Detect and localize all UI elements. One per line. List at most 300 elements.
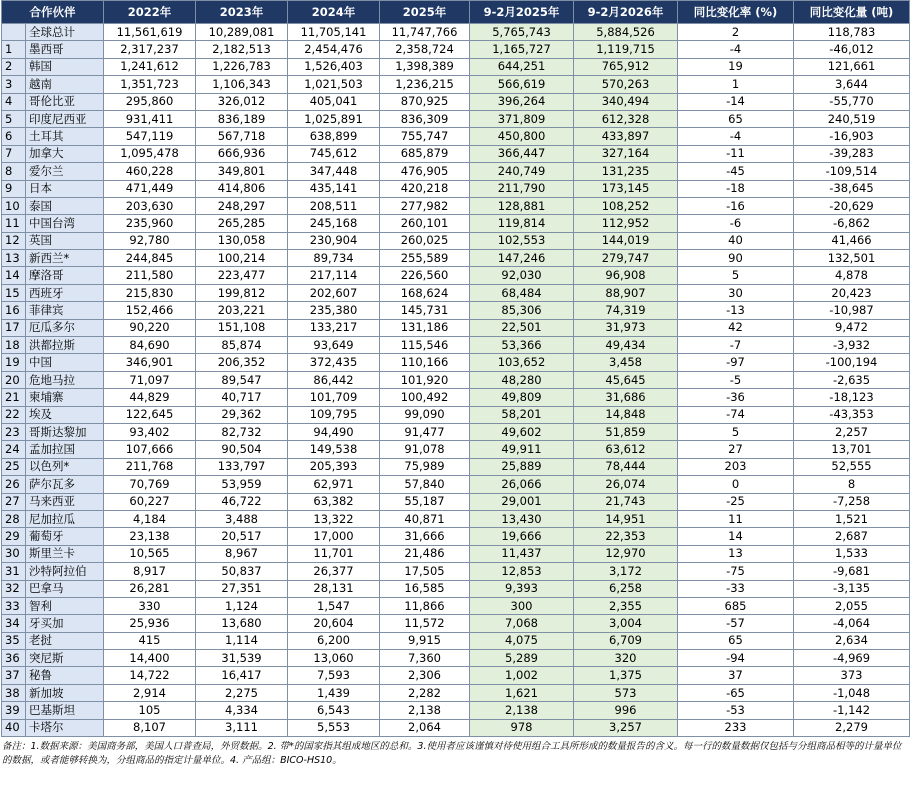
value-2025-cell: 17,505 [380, 563, 470, 580]
value-sep-feb-2026-cell: 279,747 [574, 250, 678, 267]
value-2023-cell: 133,797 [196, 458, 288, 475]
value-2022-cell: 547,119 [104, 128, 196, 145]
value-2024-cell: 1,526,403 [288, 58, 380, 75]
value-sep-feb-2026-cell: 131,235 [574, 163, 678, 180]
value-sep-feb-2025-cell: 48,280 [470, 371, 574, 388]
value-2024-cell: 745,612 [288, 145, 380, 162]
table-row [2, 354, 910, 371]
value-2022-cell: 60,227 [104, 493, 196, 510]
value-2022-cell: 107,666 [104, 441, 196, 458]
rank-cell: 4 [2, 93, 26, 110]
value-2023-cell: 130,058 [196, 232, 288, 249]
value-sep-feb-2025-cell: 7,068 [470, 615, 574, 632]
value-2022-cell: 2,914 [104, 684, 196, 701]
value-sep-feb-2025-cell: 978 [470, 719, 574, 736]
value-2022-cell: 92,780 [104, 232, 196, 249]
value-2022-cell: 70,769 [104, 476, 196, 493]
value-2024-cell: 347,448 [288, 163, 380, 180]
value-sep-feb-2025-cell: 147,246 [470, 250, 574, 267]
table-row [2, 302, 910, 319]
table-row [2, 441, 910, 458]
yoy-change-cell: 132,501 [794, 250, 910, 267]
rank-cell: 30 [2, 545, 26, 562]
value-2022-cell: 346,901 [104, 354, 196, 371]
value-sep-feb-2026-cell: 570,263 [574, 76, 678, 93]
value-2024-cell: 133,217 [288, 319, 380, 336]
yoy-pct-cell: 203 [678, 458, 794, 475]
yoy-change-cell: -4,969 [794, 650, 910, 667]
value-2024-cell: 94,490 [288, 423, 380, 440]
value-sep-feb-2026-cell: 26,074 [574, 476, 678, 493]
value-2025-cell: 91,477 [380, 423, 470, 440]
rank-cell: 2 [2, 58, 26, 75]
yoy-change-cell: 1,533 [794, 545, 910, 562]
value-2023-cell: 82,732 [196, 423, 288, 440]
value-sep-feb-2025-cell: 450,800 [470, 128, 574, 145]
value-2024-cell: 208,511 [288, 197, 380, 214]
value-2024-cell: 93,649 [288, 337, 380, 354]
value-sep-feb-2025-cell: 366,447 [470, 145, 574, 162]
header-yoy-change: 同比变化量 (吨) [794, 1, 910, 24]
value-2024-cell: 101,709 [288, 389, 380, 406]
value-2024-cell: 217,114 [288, 267, 380, 284]
partner-name-cell: 智利 [26, 597, 104, 614]
yoy-pct-cell: 42 [678, 319, 794, 336]
rank-cell: 34 [2, 615, 26, 632]
value-2025-cell: 31,666 [380, 528, 470, 545]
rank-cell: 29 [2, 528, 26, 545]
table-row [2, 580, 910, 597]
value-sep-feb-2025-cell: 85,306 [470, 302, 574, 319]
partner-name-cell: 以色列* [26, 458, 104, 475]
value-sep-feb-2026-cell: 112,952 [574, 215, 678, 232]
value-2024-cell: 86,442 [288, 371, 380, 388]
value-2025-cell: 1,398,389 [380, 58, 470, 75]
value-sep-feb-2025-cell: 5,765,743 [470, 24, 574, 41]
table-row [2, 563, 910, 580]
partner-name-cell: 危地马拉 [26, 371, 104, 388]
value-2022-cell: 71,097 [104, 371, 196, 388]
yoy-change-cell: 41,466 [794, 232, 910, 249]
yoy-pct-cell: -53 [678, 702, 794, 719]
value-sep-feb-2025-cell: 26,066 [470, 476, 574, 493]
value-sep-feb-2026-cell: 3,004 [574, 615, 678, 632]
partner-name-cell: 哥斯达黎加 [26, 423, 104, 440]
value-2025-cell: 420,218 [380, 180, 470, 197]
table-row [2, 476, 910, 493]
yoy-pct-cell: -13 [678, 302, 794, 319]
value-2022-cell: 931,411 [104, 110, 196, 127]
rank-cell: 39 [2, 702, 26, 719]
yoy-pct-cell: -7 [678, 337, 794, 354]
value-2025-cell: 57,840 [380, 476, 470, 493]
table-row [2, 371, 910, 388]
value-2024-cell: 11,701 [288, 545, 380, 562]
rank-cell: 14 [2, 267, 26, 284]
value-2022-cell: 244,845 [104, 250, 196, 267]
value-2025-cell: 2,282 [380, 684, 470, 701]
yoy-change-cell: -6,862 [794, 215, 910, 232]
yoy-pct-cell: -36 [678, 389, 794, 406]
value-2023-cell: 1,106,343 [196, 76, 288, 93]
table-row [2, 319, 910, 336]
table-row [2, 232, 910, 249]
header-sep-feb-2025: 9-2月2025年 [470, 1, 574, 24]
header-row [2, 1, 910, 24]
value-2024-cell: 435,141 [288, 180, 380, 197]
yoy-pct-cell: -75 [678, 563, 794, 580]
partner-name-cell: 沙特阿拉伯 [26, 563, 104, 580]
yoy-change-cell: 2,257 [794, 423, 910, 440]
yoy-change-cell: -2,635 [794, 371, 910, 388]
value-2023-cell: 265,285 [196, 215, 288, 232]
partner-name-cell: 孟加拉国 [26, 441, 104, 458]
value-2022-cell: 4,184 [104, 510, 196, 527]
value-2023-cell: 3,111 [196, 719, 288, 736]
value-2025-cell: 277,982 [380, 197, 470, 214]
partner-name-cell: 斯里兰卡 [26, 545, 104, 562]
value-sep-feb-2026-cell: 96,908 [574, 267, 678, 284]
table-row [2, 528, 910, 545]
rank-cell: 40 [2, 719, 26, 736]
value-2023-cell: 29,362 [196, 406, 288, 423]
value-2022-cell: 122,645 [104, 406, 196, 423]
value-2022-cell: 10,565 [104, 545, 196, 562]
yoy-pct-cell: -11 [678, 145, 794, 162]
value-2025-cell: 131,186 [380, 319, 470, 336]
value-2022-cell: 26,281 [104, 580, 196, 597]
yoy-change-cell: -39,283 [794, 145, 910, 162]
rank-cell: 33 [2, 597, 26, 614]
value-2022-cell: 8,917 [104, 563, 196, 580]
value-2023-cell: 836,189 [196, 110, 288, 127]
rank-cell: 8 [2, 163, 26, 180]
yoy-change-cell: 2,279 [794, 719, 910, 736]
yoy-pct-cell: 30 [678, 284, 794, 301]
value-sep-feb-2025-cell: 58,201 [470, 406, 574, 423]
rank-cell: 15 [2, 284, 26, 301]
rank-cell: 10 [2, 197, 26, 214]
value-2024-cell: 13,322 [288, 510, 380, 527]
value-sep-feb-2025-cell: 300 [470, 597, 574, 614]
value-sep-feb-2026-cell: 173,145 [574, 180, 678, 197]
partner-name-cell: 印度尼西亚 [26, 110, 104, 127]
value-2024-cell: 202,607 [288, 284, 380, 301]
partner-name-cell: 菲律宾 [26, 302, 104, 319]
yoy-pct-cell: 1 [678, 76, 794, 93]
yoy-change-cell: -100,194 [794, 354, 910, 371]
value-2025-cell: 91,078 [380, 441, 470, 458]
value-2025-cell: 99,090 [380, 406, 470, 423]
value-2022-cell: 330 [104, 597, 196, 614]
value-sep-feb-2025-cell: 13,430 [470, 510, 574, 527]
partner-name-cell: 秘鲁 [26, 667, 104, 684]
value-sep-feb-2026-cell: 14,848 [574, 406, 678, 423]
footnote: 备注：1.数据来源：美国商务部，美国人口普查局，外贸数据。2. 带*的国家指其组成地区的总和。3.使用者应该谨慎对待使用组合工具所形成的数量报告的含义。每一行的数量数据仅包括与分组商品相等的计量单位的数据，或者能够转换为，分组商品的指定计量单位。4. 产品组：BICO-HS10。 [2, 741, 902, 767]
value-2022-cell: 90,220 [104, 319, 196, 336]
value-sep-feb-2026-cell: 31,973 [574, 319, 678, 336]
value-sep-feb-2025-cell: 68,484 [470, 284, 574, 301]
trade-partner-table [1, 0, 910, 737]
rank-cell: 19 [2, 354, 26, 371]
table-row [2, 180, 910, 197]
yoy-change-cell: 121,661 [794, 58, 910, 75]
table-row [2, 632, 910, 649]
rank-cell: 6 [2, 128, 26, 145]
value-sep-feb-2025-cell: 396,264 [470, 93, 574, 110]
value-sep-feb-2026-cell: 31,686 [574, 389, 678, 406]
value-2025-cell: 101,920 [380, 371, 470, 388]
value-2025-cell: 16,585 [380, 580, 470, 597]
table-row [2, 41, 910, 58]
rank-cell: 1 [2, 41, 26, 58]
table-row [2, 128, 910, 145]
value-sep-feb-2025-cell: 25,889 [470, 458, 574, 475]
table-row [2, 337, 910, 354]
value-2023-cell: 199,812 [196, 284, 288, 301]
rank-cell: 7 [2, 145, 26, 162]
yoy-pct-cell: 5 [678, 267, 794, 284]
value-2024-cell: 1,439 [288, 684, 380, 701]
value-2025-cell: 21,486 [380, 545, 470, 562]
yoy-change-cell: -10,987 [794, 302, 910, 319]
table-row [2, 215, 910, 232]
partner-name-cell: 柬埔寨 [26, 389, 104, 406]
value-2023-cell: 1,124 [196, 597, 288, 614]
table-row [2, 650, 910, 667]
yoy-change-cell: -9,681 [794, 563, 910, 580]
value-2022-cell: 44,829 [104, 389, 196, 406]
table-row [2, 250, 910, 267]
value-sep-feb-2026-cell: 2,355 [574, 597, 678, 614]
value-2024-cell: 13,060 [288, 650, 380, 667]
value-sep-feb-2025-cell: 566,619 [470, 76, 574, 93]
yoy-pct-cell: 13 [678, 545, 794, 562]
value-2025-cell: 685,879 [380, 145, 470, 162]
header-2023: 2023年 [196, 1, 288, 24]
rank-cell: 35 [2, 632, 26, 649]
value-2025-cell: 9,915 [380, 632, 470, 649]
value-2024-cell: 235,380 [288, 302, 380, 319]
value-2024-cell: 1,025,891 [288, 110, 380, 127]
value-2022-cell: 2,317,237 [104, 41, 196, 58]
partner-name-cell: 哥伦比亚 [26, 93, 104, 110]
rank-cell [2, 24, 26, 41]
yoy-change-cell: -1,142 [794, 702, 910, 719]
value-sep-feb-2026-cell: 88,907 [574, 284, 678, 301]
table-row [2, 684, 910, 701]
rank-cell: 21 [2, 389, 26, 406]
yoy-pct-cell: -6 [678, 215, 794, 232]
table-row [2, 719, 910, 736]
partner-name-cell: 巴基斯坦 [26, 702, 104, 719]
table-row [2, 423, 910, 440]
yoy-pct-cell: 27 [678, 441, 794, 458]
yoy-pct-cell: -4 [678, 128, 794, 145]
value-2023-cell: 206,352 [196, 354, 288, 371]
value-sep-feb-2026-cell: 433,897 [574, 128, 678, 145]
header-sep-feb-2026: 9-2月2026年 [574, 1, 678, 24]
value-2023-cell: 1,114 [196, 632, 288, 649]
yoy-change-cell: -1,048 [794, 684, 910, 701]
value-sep-feb-2026-cell: 1,119,715 [574, 41, 678, 58]
value-sep-feb-2025-cell: 128,881 [470, 197, 574, 214]
table-row [2, 197, 910, 214]
value-2025-cell: 476,905 [380, 163, 470, 180]
yoy-change-cell: 4,878 [794, 267, 910, 284]
yoy-pct-cell: -16 [678, 197, 794, 214]
value-2024-cell: 5,553 [288, 719, 380, 736]
yoy-change-cell: -46,012 [794, 41, 910, 58]
header-2024: 2024年 [288, 1, 380, 24]
value-sep-feb-2025-cell: 22,501 [470, 319, 574, 336]
value-sep-feb-2025-cell: 119,814 [470, 215, 574, 232]
yoy-change-cell: 1,521 [794, 510, 910, 527]
yoy-change-cell: -43,353 [794, 406, 910, 423]
value-2022-cell: 93,402 [104, 423, 196, 440]
value-sep-feb-2025-cell: 2,138 [470, 702, 574, 719]
rank-cell: 24 [2, 441, 26, 458]
partner-name-cell: 突尼斯 [26, 650, 104, 667]
value-2025-cell: 870,925 [380, 93, 470, 110]
yoy-change-cell: -3,135 [794, 580, 910, 597]
value-sep-feb-2026-cell: 612,328 [574, 110, 678, 127]
value-2023-cell: 31,539 [196, 650, 288, 667]
partner-name-cell: 马来西亚 [26, 493, 104, 510]
value-2024-cell: 7,593 [288, 667, 380, 684]
value-2024-cell: 638,899 [288, 128, 380, 145]
value-sep-feb-2025-cell: 19,666 [470, 528, 574, 545]
value-sep-feb-2026-cell: 573 [574, 684, 678, 701]
rank-cell: 28 [2, 510, 26, 527]
table-row [2, 702, 910, 719]
yoy-pct-cell: -18 [678, 180, 794, 197]
value-2025-cell: 7,360 [380, 650, 470, 667]
table-row [2, 58, 910, 75]
value-sep-feb-2026-cell: 6,709 [574, 632, 678, 649]
value-2023-cell: 16,417 [196, 667, 288, 684]
value-2023-cell: 326,012 [196, 93, 288, 110]
yoy-change-cell: 8 [794, 476, 910, 493]
partner-name-cell: 新西兰* [26, 250, 104, 267]
rank-cell: 31 [2, 563, 26, 580]
table-row [2, 667, 910, 684]
partner-name-cell: 中国 [26, 354, 104, 371]
value-sep-feb-2026-cell: 49,434 [574, 337, 678, 354]
value-2023-cell: 567,718 [196, 128, 288, 145]
yoy-pct-cell: 65 [678, 632, 794, 649]
value-2023-cell: 1,226,783 [196, 58, 288, 75]
value-2022-cell: 152,466 [104, 302, 196, 319]
table-row [2, 284, 910, 301]
yoy-change-cell: 52,555 [794, 458, 910, 475]
yoy-change-cell: 20,423 [794, 284, 910, 301]
rank-cell: 12 [2, 232, 26, 249]
partner-name-cell: 尼加拉瓜 [26, 510, 104, 527]
value-sep-feb-2026-cell: 45,645 [574, 371, 678, 388]
yoy-pct-cell: 19 [678, 58, 794, 75]
value-2024-cell: 149,538 [288, 441, 380, 458]
value-2022-cell: 8,107 [104, 719, 196, 736]
yoy-change-cell: 13,701 [794, 441, 910, 458]
value-2023-cell: 2,275 [196, 684, 288, 701]
partner-name-cell: 日本 [26, 180, 104, 197]
value-sep-feb-2026-cell: 340,494 [574, 93, 678, 110]
yoy-pct-cell: 40 [678, 232, 794, 249]
value-2023-cell: 349,801 [196, 163, 288, 180]
yoy-pct-cell: 90 [678, 250, 794, 267]
yoy-change-cell: 118,783 [794, 24, 910, 41]
value-sep-feb-2025-cell: 102,553 [470, 232, 574, 249]
yoy-pct-cell: -57 [678, 615, 794, 632]
rank-cell: 27 [2, 493, 26, 510]
value-2022-cell: 203,630 [104, 197, 196, 214]
yoy-change-cell: 240,519 [794, 110, 910, 127]
rank-cell: 9 [2, 180, 26, 197]
table-row [2, 267, 910, 284]
value-2023-cell: 53,959 [196, 476, 288, 493]
rank-cell: 17 [2, 319, 26, 336]
value-2022-cell: 235,960 [104, 215, 196, 232]
value-2023-cell: 89,547 [196, 371, 288, 388]
value-2022-cell: 1,095,478 [104, 145, 196, 162]
value-sep-feb-2025-cell: 1,621 [470, 684, 574, 701]
value-2023-cell: 248,297 [196, 197, 288, 214]
total-row [2, 24, 910, 41]
value-2023-cell: 666,936 [196, 145, 288, 162]
value-2022-cell: 1,241,612 [104, 58, 196, 75]
yoy-pct-cell: 65 [678, 110, 794, 127]
value-sep-feb-2026-cell: 12,970 [574, 545, 678, 562]
partner-name-cell: 韩国 [26, 58, 104, 75]
value-2022-cell: 211,768 [104, 458, 196, 475]
yoy-change-cell: -4,064 [794, 615, 910, 632]
rank-cell: 22 [2, 406, 26, 423]
partner-name-cell: 越南 [26, 76, 104, 93]
table-row [2, 597, 910, 614]
value-sep-feb-2025-cell: 4,075 [470, 632, 574, 649]
value-sep-feb-2026-cell: 14,951 [574, 510, 678, 527]
value-2022-cell: 25,936 [104, 615, 196, 632]
value-sep-feb-2026-cell: 5,884,526 [574, 24, 678, 41]
value-2024-cell: 20,604 [288, 615, 380, 632]
value-2024-cell: 11,705,141 [288, 24, 380, 41]
value-sep-feb-2026-cell: 320 [574, 650, 678, 667]
value-2025-cell: 11,572 [380, 615, 470, 632]
rank-cell: 32 [2, 580, 26, 597]
value-2024-cell: 17,000 [288, 528, 380, 545]
yoy-change-cell: -38,645 [794, 180, 910, 197]
value-2025-cell: 260,025 [380, 232, 470, 249]
yoy-pct-cell: -14 [678, 93, 794, 110]
yoy-change-cell: 9,472 [794, 319, 910, 336]
value-2023-cell: 4,334 [196, 702, 288, 719]
header-2025: 2025年 [380, 1, 470, 24]
value-2024-cell: 109,795 [288, 406, 380, 423]
partner-name-cell: 爱尔兰 [26, 163, 104, 180]
value-2025-cell: 75,989 [380, 458, 470, 475]
value-sep-feb-2025-cell: 12,853 [470, 563, 574, 580]
value-2025-cell: 115,546 [380, 337, 470, 354]
header-yoy-pct: 同比变化率 (%) [678, 1, 794, 24]
value-2024-cell: 63,382 [288, 493, 380, 510]
table-row [2, 389, 910, 406]
yoy-change-cell: 2,055 [794, 597, 910, 614]
value-2025-cell: 836,309 [380, 110, 470, 127]
value-2022-cell: 211,580 [104, 267, 196, 284]
value-sep-feb-2025-cell: 644,251 [470, 58, 574, 75]
value-sep-feb-2026-cell: 63,612 [574, 441, 678, 458]
